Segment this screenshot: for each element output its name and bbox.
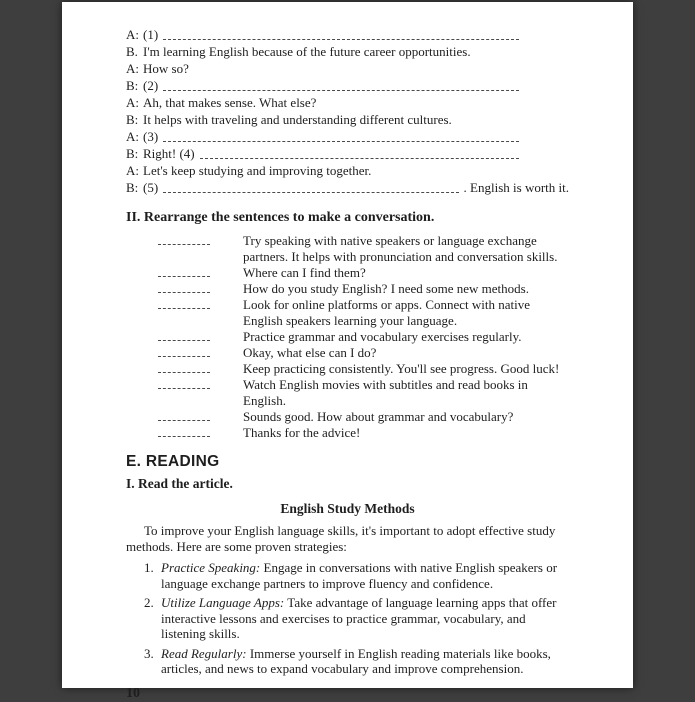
strategy-text: Immerse yourself in English reading materials like books, articles, and news to expand vocabulary and improve comprehension. — [161, 645, 551, 676]
dialogue-line — [126, 26, 519, 43]
speaker-label: B: — [126, 78, 139, 93]
answer-blank — [158, 308, 210, 309]
rearrange-text: Try speaking with native speakers or language exchange partners. It helps with pronunciation and conversation skills. — [243, 233, 558, 264]
answer-blank-line — [163, 90, 519, 91]
answer-blank — [158, 372, 210, 373]
reading-section-heading: E. READING — [126, 453, 220, 470]
rearrange-section — [126, 233, 569, 441]
speaker-label: B. — [126, 44, 138, 59]
strategy-lead: Practice Speaking: — [161, 560, 261, 575]
dialogue-line — [126, 111, 519, 128]
blank-number: (1) — [143, 27, 159, 42]
speaker-label: A: — [126, 129, 139, 144]
dialogue-line — [126, 162, 519, 179]
rearrange-text: How do you study English? I need some new methods. — [243, 281, 529, 296]
rearrange-text: Okay, what else can I do? — [243, 345, 377, 360]
blank-number: (5) — [143, 180, 159, 195]
speaker-label: B: — [126, 112, 139, 127]
article-title: English Study Methods — [280, 501, 415, 516]
rearrange-text: Look for online platforms or apps. Connect with native English speakers learning your language. — [243, 297, 531, 328]
dialogue-line — [126, 145, 519, 162]
strategy-number: 1. — [144, 560, 154, 575]
dialogue-text: . English is worth it. — [463, 180, 569, 195]
dialogue-line — [126, 60, 519, 77]
answer-blank — [158, 388, 210, 389]
strategy-item — [126, 560, 569, 591]
answer-blank — [158, 356, 210, 357]
strategy-number: 2. — [144, 595, 154, 610]
dialogue-text: I'm learning English because of the future career opportunities. — [143, 44, 471, 59]
reading-instruction: I. Read the article. — [126, 476, 233, 491]
dialogue-line — [126, 77, 519, 94]
strategy-number: 3. — [144, 645, 154, 661]
blank-number: (3) — [143, 129, 159, 144]
strategy-text: Take advantage of language learning apps that offer interactive lessons and exercises to practice grammar, vocabulary, and listening skills. — [161, 595, 557, 641]
answer-blank-line — [200, 158, 519, 159]
speaker-label: B: — [126, 180, 139, 195]
speaker-label: B: — [126, 146, 139, 161]
speaker-label: A: — [126, 61, 139, 76]
answer-blank-line — [163, 192, 458, 193]
rearrange-text: Thanks for the advice! — [243, 425, 361, 440]
strategy-text: Engage in conversations with native English speakers or language exchange partners to improve fluency and confidence. — [161, 560, 558, 591]
dialogue-text: Ah, that makes sense. What else? — [143, 95, 317, 110]
strategy-item — [126, 646, 569, 677]
dialogue-text: How so? — [143, 61, 189, 76]
dialogue-line — [126, 94, 519, 111]
strategy-item — [126, 595, 569, 642]
rearrange-item — [126, 281, 569, 297]
rearrange-item — [126, 361, 569, 377]
answer-blank-line — [163, 141, 519, 142]
blank-number: (2) — [143, 78, 159, 93]
rearrange-item — [126, 329, 569, 345]
rearrange-text: Keep practicing consistently. You'll see progress. Good luck! — [243, 361, 560, 376]
rearrange-item — [126, 409, 569, 425]
speaker-label: A: — [126, 27, 139, 42]
answer-blank-line — [163, 39, 519, 40]
strategy-lead: Utilize Language Apps: — [161, 595, 285, 610]
answer-blank — [158, 244, 210, 245]
strategy-lead: Read Regularly: — [161, 645, 247, 661]
rearrange-item — [126, 345, 569, 361]
page-number: 10 — [126, 685, 140, 701]
rearrange-text: Practice grammar and vocabulary exercises regularly. — [243, 329, 522, 344]
blank-number: Right! (4) — [143, 146, 195, 161]
answer-blank — [158, 340, 210, 341]
rearrange-item — [126, 377, 569, 409]
rearrange-text: Watch English movies with subtitles and read books in English. — [243, 377, 528, 408]
answer-blank — [158, 276, 210, 277]
dialogue-line — [126, 128, 519, 145]
dialogue-line — [126, 179, 569, 196]
rearrange-heading: II. Rearrange the sentences to make a conversation. — [126, 210, 435, 225]
article-intro: To improve your English language skills, it's important to adopt effective study methods. Here are some proven strategies: — [126, 523, 556, 554]
dialogue-text: Let's keep studying and improving together. — [143, 163, 372, 178]
dialogue-section — [126, 26, 569, 196]
dialogue-line — [126, 43, 519, 60]
rearrange-item — [126, 233, 569, 265]
speaker-label: A: — [126, 95, 139, 110]
strategy-list — [126, 560, 569, 677]
document-page — [62, 2, 633, 701]
rearrange-text: Where can I find them? — [243, 265, 366, 280]
rearrange-text: Sounds good. How about grammar and vocabulary? — [243, 409, 514, 424]
rearrange-item — [126, 425, 569, 441]
answer-blank — [158, 420, 210, 421]
answer-blank — [158, 436, 210, 437]
rearrange-item — [126, 265, 569, 281]
rearrange-item — [126, 297, 569, 329]
speaker-label: A: — [126, 163, 139, 178]
dialogue-text: It helps with traveling and understanding different cultures. — [143, 112, 452, 127]
answer-blank — [158, 292, 210, 293]
